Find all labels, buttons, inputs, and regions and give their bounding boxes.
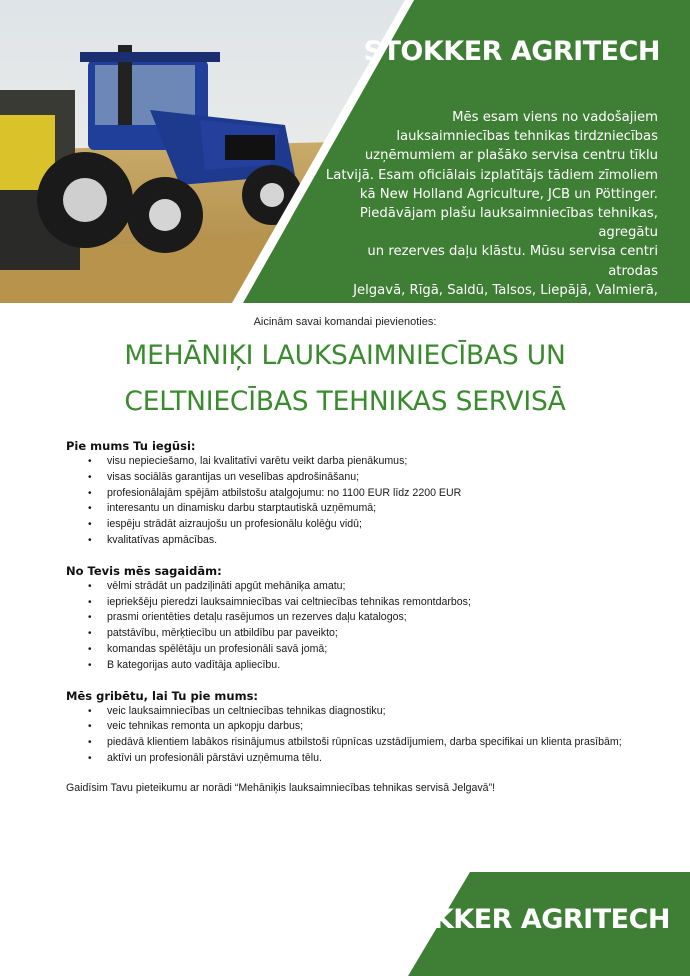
intro-line: Mēs esam viens no vadošajiem bbox=[452, 110, 658, 125]
footer-banner bbox=[0, 872, 690, 976]
intro-line: un rezerves daļu klāstu. Mūsu servisa centri atrodas bbox=[367, 244, 658, 279]
intro-line: uzņēmumiem ar plašāko servisa centru tīklu bbox=[364, 148, 658, 164]
offer-section bbox=[66, 438, 626, 549]
duties-section bbox=[66, 688, 626, 767]
intro-line: Latvijā. Esam oficiālais izplatītājs tādiem zīmoliem bbox=[325, 167, 658, 183]
job-details bbox=[66, 438, 626, 796]
section-title: No Tevis mēs sagaidām: bbox=[66, 563, 222, 578]
requirements-list bbox=[66, 579, 626, 674]
section-title: Pie mums Tu iegūsi: bbox=[66, 439, 196, 453]
requirements-section bbox=[66, 563, 626, 674]
closing-text: Gaidīsim Tavu pieteikumu ar norādi “Mehāniķis lauksaimniecības tehnikas servisā Jelgavā”! bbox=[66, 781, 496, 794]
duties-list bbox=[66, 704, 626, 767]
list-item: • vēlmi strādāt un padziļināti apgūt mehāniķa amatu; bbox=[66, 579, 626, 595]
list-item: • aktīvi un profesionāli pārstāvi uzņēmuma tēlu. bbox=[66, 751, 626, 767]
list-item: • kvalitatīvas apmācības. bbox=[66, 533, 626, 549]
list-item: • iepriekšēju pieredzi lauksaimniecības vai celtniecības tehnikas remontdarbos; bbox=[66, 595, 626, 611]
intro-line: Piedāvājam plašu lauksaimniecības tehnikas, agregātu bbox=[359, 206, 658, 241]
intro-line: Rēzeknē un Gulbenē. bbox=[517, 321, 658, 337]
list-item: • iespēju strādāt aizraujošu un profesionālu kolēģu vidū; bbox=[66, 517, 626, 533]
list-item: • patstāvību, mērķtiecību un atbildību par paveikto; bbox=[66, 626, 626, 642]
job-title bbox=[0, 333, 690, 425]
section-title: Mēs gribētu, lai Tu pie mums: bbox=[66, 688, 259, 703]
list-item: • piedāvā klientiem labākos risinājumus atbilstoši rūpnīcas uzstādījumiem, darba specifikai un klienta prasībām; bbox=[66, 735, 626, 751]
brand-logo-footer: STOKKER AGRITECH bbox=[373, 904, 670, 935]
invite-text: Aicinām savai komandai pievienoties: bbox=[253, 316, 437, 328]
intro-line: kā New Holland Agriculture, JCB un Pöttinger. bbox=[359, 186, 658, 202]
list-item: • B kategorijas auto vadītāja apliecību. bbox=[66, 658, 626, 674]
list-item: • prasmi orientēties detaļu rasējumos un rezerves daļu katalogos; bbox=[66, 610, 626, 626]
offer-list bbox=[66, 454, 626, 549]
list-item: • veic lauksaimniecības un celtniecības tehnikas diagnostiku; bbox=[66, 704, 626, 720]
list-item: • visas sociālās garantijas un veselības apdrošināšanu; bbox=[66, 470, 626, 486]
company-intro bbox=[318, 108, 658, 338]
intro-line: Jelgavā, Rīgā, Saldū, Talsos, Liepājā, Valmierā, Jēkabpilī, bbox=[353, 282, 658, 318]
list-item: • interesantu un dinamisku darbu starptautiskā uzņēmumā; bbox=[66, 501, 626, 517]
list-item: • komandas spēlētāju un profesionāli savā jomā; bbox=[66, 642, 626, 658]
brand-logo: STOKKER AGRITECH bbox=[363, 36, 660, 67]
list-item: • veic tehnikas remonta un apkopju darbus; bbox=[66, 719, 626, 735]
list-item: • visu nepieciešamo, lai kvalitatīvi varētu veikt darba pienākumus; bbox=[66, 454, 626, 470]
list-item: • profesionālajām spējām atbilstošu atalgojumu: no 1100 EUR līdz 2200 EUR bbox=[66, 486, 626, 502]
job-title-line: MEHĀNIĶI LAUKSAIMNIECĪBAS UN bbox=[124, 340, 566, 371]
job-title-line: CELTNIECĪBAS TEHNIKAS SERVISĀ bbox=[124, 386, 566, 417]
intro-line: lauksaimniecības tehnikas tirdzniecības bbox=[396, 129, 658, 145]
